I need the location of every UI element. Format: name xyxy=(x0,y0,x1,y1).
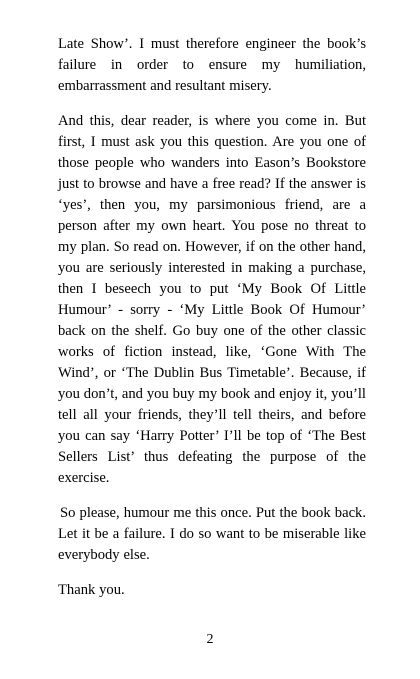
paragraph-3: So please, humour me this once. Put the book back. Let it be a failure. I do so want to be miserable like everybody else. xyxy=(58,505,366,563)
paragraph-1: Late Show’. I must therefore engineer the book’s failure in order to ensure my humiliation, embarrassment and resultant misery. xyxy=(58,36,366,94)
paragraph-4: Thank you. xyxy=(58,582,125,598)
paragraph-2: And this, dear reader, is where you come in. But first, I must ask you this question. Are you one of those people who wanders into Eason’s Bookstore just to browse and have a free read? If the answer is ‘yes’, then you, my parsimonious friend, are a person after my own heart. You pose no threat to my plan. So read on. However, if on the other hand, you are seriously interested in making a purchase, then I beseech you to put ‘My Book Of Little Humour’ - sorry - ‘My Little Book Of Humour’ back on the shelf. Go buy one of the other classic works of fiction instead, like, ‘Gone With The Wind’, or ‘The Dublin Bus Timetable’. Because, if you don’t, and you buy my book and enjoy it, you’ll tell all your friends, they’ll tell theirs, and before you can say ‘Harry Potter’ I’ll be top of ‘The Best Sellers List’ thus defeating the purpose of the exercise. xyxy=(58,113,366,486)
page-body xyxy=(58,34,366,615)
page-number: 2 xyxy=(206,632,214,647)
